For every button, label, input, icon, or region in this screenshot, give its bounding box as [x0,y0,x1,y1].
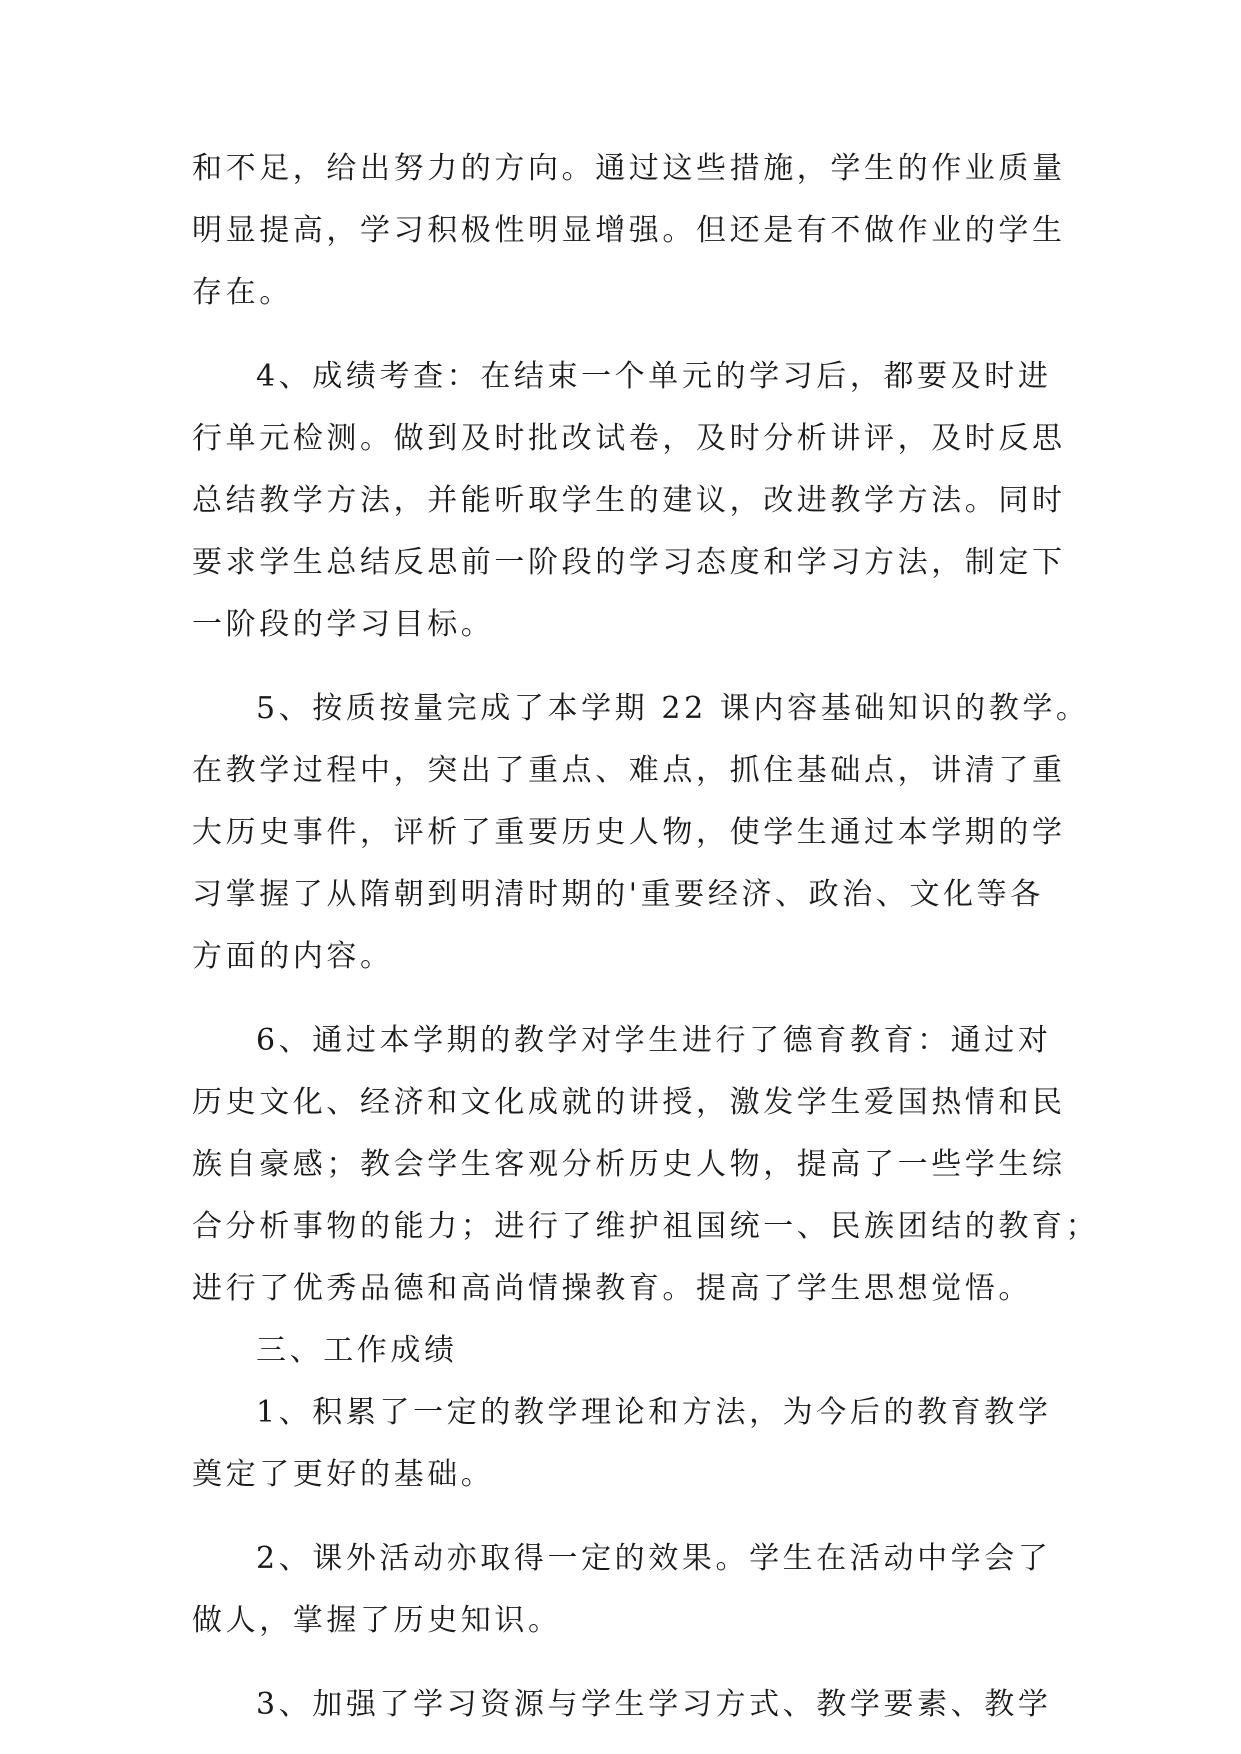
text-line: 大历史事件，评析了重要历史人物，使学生通过本学期的学 [192,815,1066,850]
text-line: 做人，掌握了历史知识。 [192,1603,562,1638]
text-line: 奠定了更好的基础。 [192,1457,495,1492]
text-line: 存在。 [192,275,293,310]
text-line: 总结教学方法，并能听取学生的建议，改进教学方法。同时 [192,483,1066,518]
text-line: 方面的内容。 [192,939,394,974]
text-line: 4、成绩考查：在结束一个单元的学习后，都要及时进 [256,359,1052,394]
text-line: 行单元检测。做到及时批改试卷，及时分析讲评，及时反思 [192,421,1066,456]
text-line: 进行了优秀品德和高尚情操教育。提高了学生思想觉悟。 [192,1271,1032,1306]
text-line: 一阶段的学习目标。 [192,607,495,642]
paragraph-result-3 [192,1674,1062,1736]
paragraph-continued [192,138,1066,324]
text-line: 5、按质按量完成了本学期 22 课内容基础知识的教学。 [256,691,1090,726]
text-line: 明显提高，学习积极性明显增强。但还是有不做作业的学生 [192,213,1066,248]
heading-text: 三、工作成绩 [256,1333,458,1368]
paragraph-result-1 [192,1382,1062,1506]
paragraph-item-5 [192,678,1090,988]
text-line: 3、加强了学习资源与学生学习方式、教学要素、教学 [256,1687,1052,1722]
text-line: 合分析事物的能力；进行了维护祖国统一、民族团结的教育； [192,1209,1100,1244]
text-line: 历史文化、经济和文化成就的讲授，激发学生爱国热情和民 [192,1085,1066,1120]
text-line: 在教学过程中，突出了重点、难点，抓住基础点，讲清了重 [192,753,1066,788]
text-line: 习掌握了从隋朝到明清时期的'重要经济、政治、文化等各 [192,877,1044,912]
text-line: 6、通过本学期的教学对学生进行了德育教育：通过对 [256,1023,1052,1058]
text-line: 1、积累了一定的教学理论和方法，为今后的教育教学 [256,1395,1052,1430]
paragraph-item-4 [192,346,1066,656]
document-page [192,138,1100,1736]
text-line: 和不足，给出努力的方向。通过这些措施，学生的作业质量 [192,151,1066,186]
paragraph-result-2 [192,1528,1062,1652]
text-line: 2、课外活动亦取得一定的效果。学生在活动中学会了 [256,1541,1052,1576]
text-line: 族自豪感；教会学生客观分析历史人物，提高了一些学生综 [192,1147,1066,1182]
text-line: 要求学生总结反思前一阶段的学习态度和学习方法，制定下 [192,545,1066,580]
paragraph-item-6 [192,1010,1100,1320]
section-heading [192,1320,1062,1382]
